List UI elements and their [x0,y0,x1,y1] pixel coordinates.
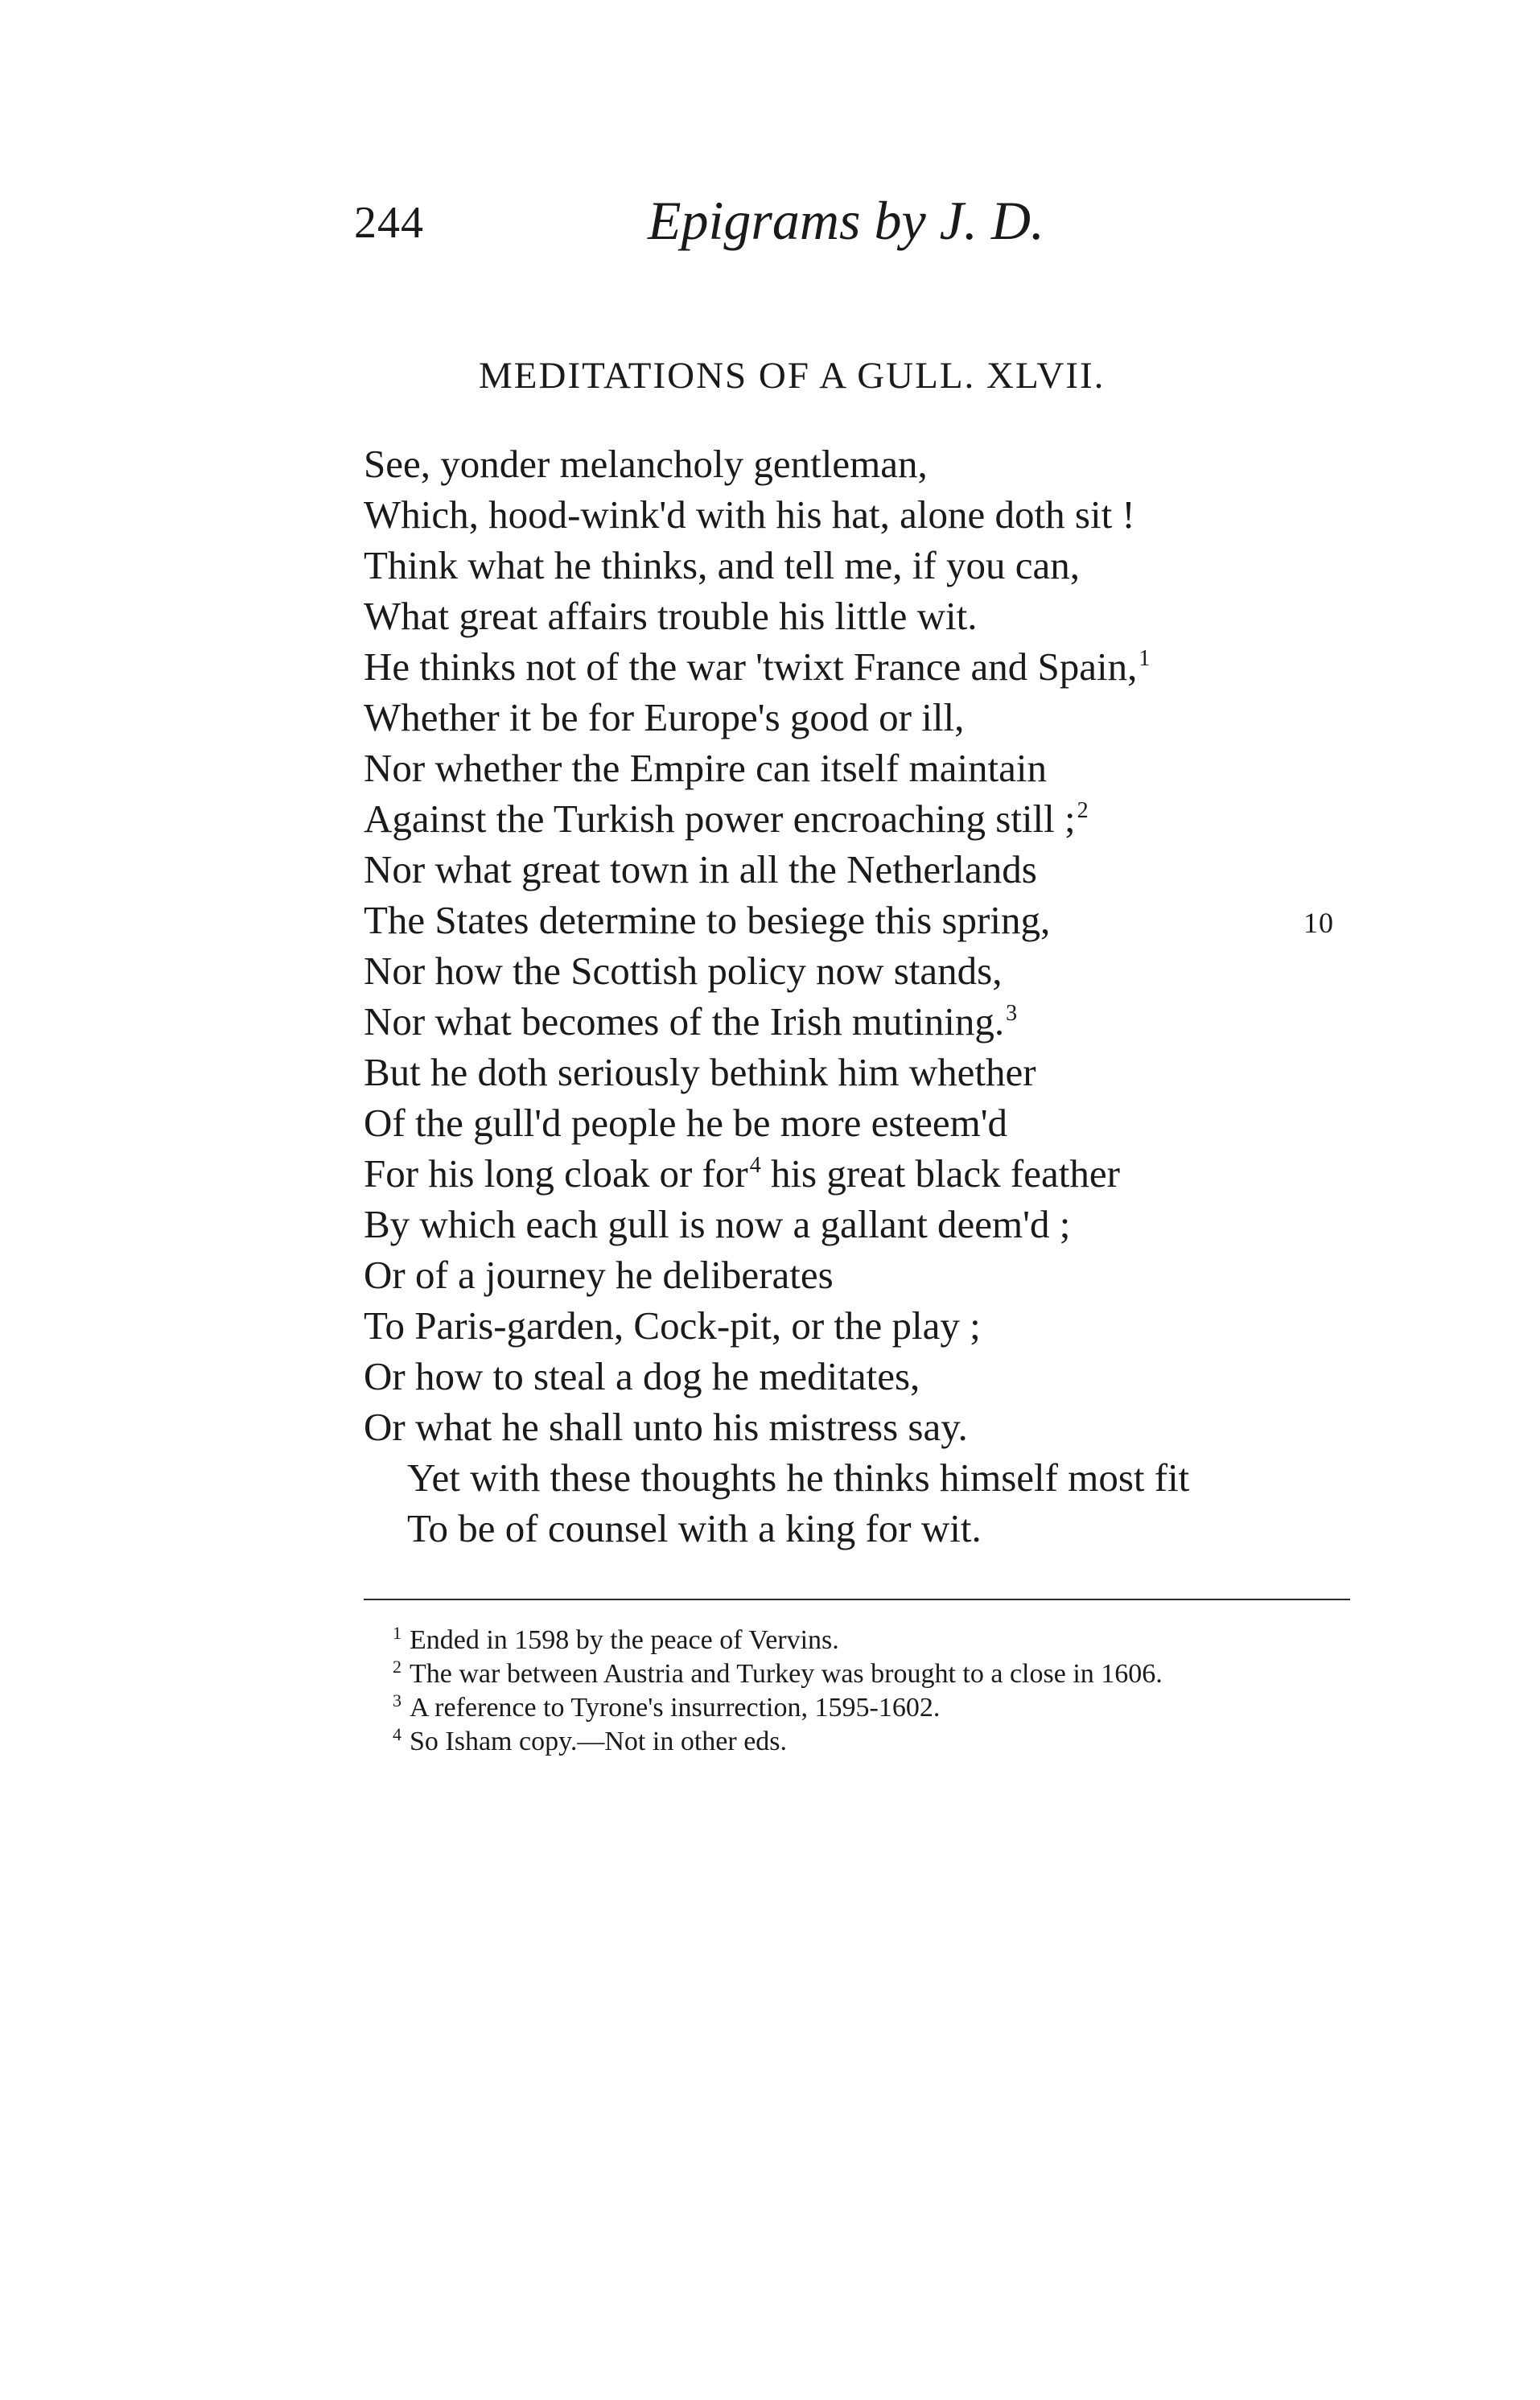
poem-line [364,743,1361,793]
footnote-mark: 4 [393,1724,401,1744]
footnote-mark: 2 [393,1657,401,1677]
poem-line [364,996,1361,1047]
poem-line-text: What great affairs trouble his little wit. [364,594,978,638]
poem-line-text: Nor whether the Empire can itself maintain [364,746,1048,790]
footnote [354,1691,1352,1725]
poem-line-text: Yet with these thoughts he thinks himself most fit [407,1455,1190,1500]
poem-body [364,438,1361,1554]
footnote-text: A reference to Tyrone's insurrection, 1595-1602. [410,1693,941,1723]
poem-line [364,489,1361,540]
poem-line [364,438,1361,489]
line-number: 10 [1303,907,1334,939]
footnotes [354,1624,1352,1759]
running-head [354,189,1159,253]
footnote-text: The war between Austria and Turkey was brought to a close in 1606. [410,1659,1163,1689]
poem-line-text: He thinks not of the war 'twixt France and Spain, [364,644,1138,689]
poem-line-text: To Paris-garden, Cock-pit, or the play ; [364,1303,981,1348]
poem-line-text: Nor what becomes of the Irish mutining. [364,999,1005,1044]
running-title: Epigrams by J. D. [648,190,1044,251]
poem-line-text: Nor how the Scottish policy now stands, [364,949,1003,993]
poem-line-text: Think what he thinks, and tell me, if you can, [364,543,1080,587]
poem-line-text: Or what he shall unto his mistress say. [364,1405,968,1449]
footnote-text: Ended in 1598 by the peace of Vervins. [410,1625,839,1655]
footnote-divider [364,1599,1350,1600]
poem-line [364,1097,1361,1148]
footnote-reference: 2 [1077,798,1089,823]
poem-line-text: To be of counsel with a king for wit. [407,1506,982,1550]
poem-line-text: But he doth seriously bethink him whether [364,1050,1036,1094]
poem-line [364,1402,1361,1452]
poem-line [364,793,1361,844]
poem-line-text: Which, hood-wink'd with his hat, alone doth sit ! [364,492,1135,537]
poem-line-text: Of the gull'd people he be more esteem'd [364,1101,1008,1145]
footnote-mark: 3 [393,1690,401,1710]
poem-line [364,641,1361,692]
footnote [354,1624,1352,1657]
poem-line-text: The States determine to besiege this spring, [364,898,1051,942]
poem-line-text: By which each gull is now a gallant deem'd ; [364,1202,1071,1246]
footnote-reference: 4 [749,1153,761,1178]
poem-line [364,1503,1361,1554]
footnote-mark: 1 [393,1623,401,1643]
poem-line [364,1148,1361,1199]
poem-line-text: See, yonder melancholy gentleman, [364,442,928,486]
poem-line-text: Whether it be for Europe's good or ill, [364,695,965,739]
poem-line [364,1351,1361,1402]
poem-line [364,591,1361,641]
poem-line [364,1199,1361,1249]
footnote [354,1725,1352,1759]
poem-line [364,540,1361,591]
page-number: 244 [354,198,424,248]
poem-line [364,895,1361,945]
poem-line-text-continued: his great black feather [760,1151,1120,1196]
poem-line-text: Or how to steal a dog he meditates, [364,1354,920,1398]
footnote-reference: 3 [1006,1001,1018,1026]
footnote [354,1657,1352,1691]
poem-line-text: Against the Turkish power encroaching still ; [364,797,1076,841]
footnote-reference: 1 [1139,646,1151,671]
footnote-text: So Isham copy.—Not in other eds. [410,1727,788,1756]
poem-line-text: Or of a journey he deliberates [364,1253,834,1297]
poem-line [364,1249,1361,1300]
poem-title: MEDITATIONS OF A GULL. XLVII. [479,355,1106,397]
poem-line-text: For his long cloak or for [364,1151,748,1196]
poem-line [364,692,1361,743]
poem-line [364,945,1361,996]
poem-line [364,844,1361,895]
poem-line [364,1452,1361,1503]
poem-line [364,1047,1361,1097]
poem-line [364,1300,1361,1351]
poem-line-text: Nor what great town in all the Netherlands [364,847,1037,891]
